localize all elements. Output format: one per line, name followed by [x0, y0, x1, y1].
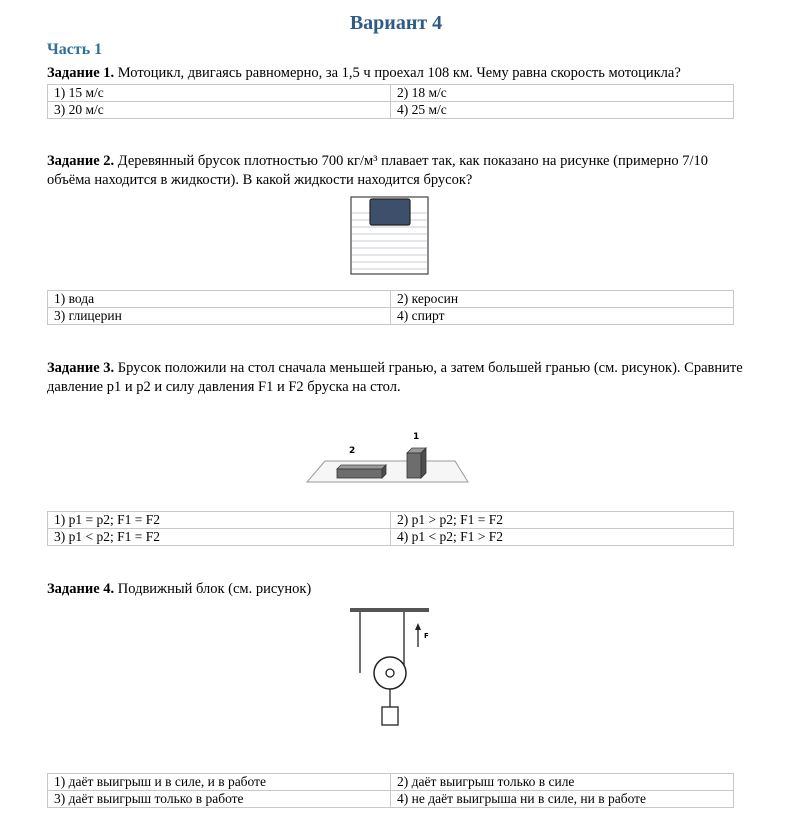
task-4-statement: [47, 580, 747, 599]
task-2-option-1[interactable]: 1) вода: [48, 291, 391, 308]
task-3-text: Брусок положили на стол сначала меньшей гранью, а затем большей гранью (см. рисунок). Сравните давление p1 и p2 и силу давления F1 и F2 бруска на стол.: [47, 360, 743, 395]
task-1-option-1[interactable]: 1) 15 м/с: [48, 85, 391, 102]
task-2-label: Задание 2.: [47, 153, 115, 169]
force-arrow-head: [415, 623, 421, 630]
part-heading: Часть 1: [47, 41, 103, 58]
task-1-label: Задание 1.: [47, 65, 115, 81]
wooden-block: [370, 199, 410, 225]
task-2-option-4[interactable]: 4) спирт: [391, 308, 734, 325]
block-1-label: 1: [413, 432, 420, 442]
task-2-options: [47, 290, 734, 325]
block-2: [337, 469, 382, 478]
force-label: F: [424, 632, 429, 640]
blocks-on-table-figure: [305, 428, 470, 486]
block-2-label: 2: [349, 446, 356, 456]
task-4-label: Задание 4.: [47, 581, 115, 597]
page-title: Вариант 4: [349, 12, 443, 34]
task-2-statement: [47, 152, 747, 190]
task-3-options: [47, 511, 734, 546]
task-4-text: Подвижный блок (см. рисунок): [117, 581, 312, 597]
load-weight: [382, 707, 398, 725]
task-3-option-1[interactable]: 1) p1 = p2; F1 = F2: [48, 512, 391, 529]
task-1-statement: [47, 64, 747, 83]
task-3-option-3[interactable]: 3) p1 < p2; F1 = F2: [48, 529, 391, 546]
floating-block-figure: [350, 196, 430, 276]
task-3-option-2[interactable]: 2) p1 > p2; F1 = F2: [391, 512, 734, 529]
task-2-option-2[interactable]: 2) керосин: [391, 291, 734, 308]
task-2-option-3[interactable]: 3) глицерин: [48, 308, 391, 325]
task-1-option-3[interactable]: 3) 20 м/с: [48, 102, 391, 119]
task-3-statement: [47, 359, 747, 397]
movable-pulley-figure: [348, 605, 433, 730]
task-4-option-1[interactable]: 1) даёт выигрыш и в силе, и в работе: [48, 774, 391, 791]
task-2-text: Деревянный брусок плотностью 700 кг/м³ плавает так, как показано на рисунке (примерно 7/10 объёма находится в жидкости). В какой жидкости находится брусок?: [47, 153, 708, 188]
task-3-label: Задание 3.: [47, 360, 115, 376]
task-1-text: Мотоцикл, двигаясь равномерно, за 1,5 ч проехал 108 км. Чему равна скорость мотоцикла?: [117, 65, 681, 81]
table-surface: [307, 461, 468, 482]
block-1-side: [421, 448, 426, 478]
task-4-options: [47, 773, 734, 808]
ceiling-beam: [350, 608, 429, 612]
task-1-options: [47, 84, 734, 119]
block-1: [407, 453, 421, 478]
task-3-option-4[interactable]: 4) p1 < p2; F1 > F2: [391, 529, 734, 546]
pulley-axle: [386, 669, 394, 677]
task-4-option-4[interactable]: 4) не даёт выигрыша ни в силе, ни в работе: [391, 791, 734, 808]
block-2-top: [337, 465, 386, 469]
task-1-option-2[interactable]: 2) 18 м/с: [391, 85, 734, 102]
task-4-option-3[interactable]: 3) даёт выигрыш только в работе: [48, 791, 391, 808]
task-1-option-4[interactable]: 4) 25 м/с: [391, 102, 734, 119]
task-4-option-2[interactable]: 2) даёт выигрыш только в силе: [391, 774, 734, 791]
